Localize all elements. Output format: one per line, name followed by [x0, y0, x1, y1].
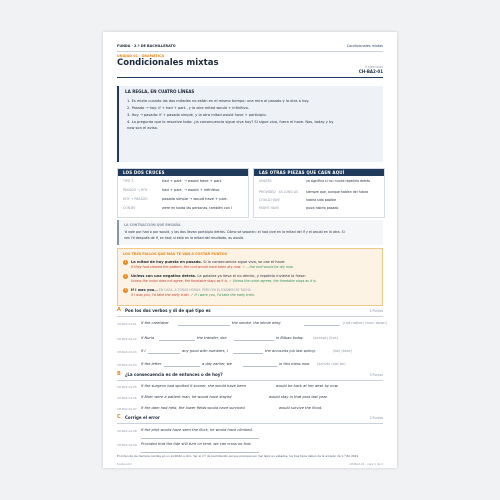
- cross-key: PASADO → HOY: [123, 188, 148, 192]
- page-title: Condicionales mixtas: [117, 58, 219, 68]
- worksheet-page: [103, 32, 397, 468]
- item-text: If Nuria: [141, 336, 155, 340]
- footer-site: funda.com: [117, 462, 132, 466]
- mistake-text: La palabra ya lleva el no dentro, y repetirlo invierte la frase:: [196, 274, 306, 278]
- item-option[interactable]: would stay in that post last year.: [269, 395, 328, 399]
- header-kicker: FUNDA · 2.º DE BACHILLERATO: [117, 44, 176, 48]
- rule-line: 4. La pregunta que lo resuelve todo: ¿la consecuencia sigue viva hoy? Si sigue viva, fuera el have. Nos, today y by: [127, 120, 334, 124]
- answer-blank[interactable]: [164, 366, 200, 367]
- mistake-right: ✓ …the roof would be dry now.: [242, 265, 294, 269]
- section-title: ¿La consecuencia es de entonces o de hoy?: [125, 371, 223, 377]
- item-id: CH-BA2-01-07: [117, 407, 137, 411]
- answer-blank[interactable]: [304, 325, 340, 326]
- piece-key: PROVIDED · AS LONG AS: [259, 190, 299, 194]
- item-option[interactable]: would be back at her desk by now.: [276, 384, 339, 388]
- item-id: CH-BA2-01-09: [117, 443, 137, 447]
- cross-value: pasado simple → would have + part.: [162, 197, 228, 201]
- pieces-table: [253, 168, 385, 218]
- mistake-number: 3: [124, 288, 127, 292]
- answer-blank[interactable]: [243, 366, 277, 367]
- crosses-title: LOS DOS CRUCES: [118, 169, 248, 176]
- mistake-number: 1: [124, 260, 127, 264]
- crosses-table: [117, 168, 249, 218]
- item-text: any good with numbers, I: [182, 349, 228, 353]
- mistake-text: EN CASA, A TODAS HORAS, PERO EN EL EXAMEN SE TACHA: [157, 288, 251, 292]
- item-text: If the caretaker: [141, 321, 169, 325]
- mistake-number: 2: [124, 274, 127, 278]
- piece-key: MIGHT HAVE: [259, 206, 280, 210]
- item-hint: (accept) (live): [313, 336, 339, 340]
- item-text: the accounts job last spring.: [265, 349, 316, 353]
- answer-blank[interactable]: [178, 325, 230, 326]
- item-id: CH-BA2-01-05: [117, 385, 137, 389]
- item-text: the smoke, the whole wing: [232, 321, 281, 325]
- item-text: in this mess now.: [279, 362, 311, 366]
- item-option[interactable]: would survive the flood.: [279, 406, 323, 410]
- item-id: CH-BA2-01-04: [117, 363, 137, 367]
- section-points: 2 Puntos: [369, 416, 383, 420]
- contraction-title: LA CONTRACCIÓN QUE ENGAÑA: [124, 223, 181, 227]
- item-text: If Marc were a patient man, he would have stayed: [141, 395, 232, 399]
- item-text: Provided that the tide still turn on time, we can cross on foot.: [141, 442, 252, 446]
- footnote: El orden de los tiempos cambia en un instituto a otro. Ver el 2.º de bachillerato porque precupan en mal lápiz en sábados, los tres tipos deben de la emisión de 1.º BA 2024.: [117, 454, 360, 458]
- cross-key: HOY → PASADO: [123, 197, 148, 201]
- item-hint: (not notice) (burn down): [343, 321, 387, 325]
- exercise-count: 9 ejercicios: [365, 65, 383, 69]
- cross-value: had + part. → would have + part.: [162, 179, 223, 183]
- item-id: CH-BA2-01-01: [117, 322, 137, 326]
- item-text: If the dam had held, the lower fields would have survived: [141, 406, 245, 410]
- item-text: If the letter: [141, 362, 162, 366]
- item-text: in Bilbao today.: [276, 336, 304, 340]
- cross-value: had + part. → would + infinitivo: [162, 188, 220, 192]
- mistake-heading: If I was you…: [131, 288, 158, 292]
- item-text: a day earlier, we: [202, 362, 232, 366]
- piece-value: habría sido posible: [306, 198, 337, 202]
- answer-blank[interactable]: [233, 353, 263, 354]
- contraction-text: 'd vale por had o por would, y las dos llevan participio detrás. Cómo se separan: el had vive en la mitad del if y el would en la otra. Si: [124, 230, 345, 234]
- contraction-text: ves I'd después de if, es had; si está en la mitad del resultado, es would.: [124, 236, 244, 240]
- item-id: CH-BA2-01-03: [117, 350, 137, 354]
- mistake-wrong: If I was you, I'd take the early train.: [131, 293, 190, 297]
- mistake-heading: La mitad de hoy puesta en pasado.: [131, 260, 203, 264]
- header-divider: [117, 51, 383, 52]
- mistake-wrong: If they had cleared the pattern, the roof would have been dry now.: [131, 265, 242, 269]
- rule-line: now son el aviso.: [127, 126, 158, 130]
- mistake-heading: Unless con una negativa detrás.: [131, 274, 197, 278]
- answer-blank[interactable]: [159, 340, 195, 341]
- item-hint: (arrive) (not be): [317, 362, 346, 366]
- unit-label: UNIDAD 01 · GRAMÁTICA: [117, 54, 165, 58]
- section-title: Pon los dos verbos y di de qué tipo es: [125, 307, 211, 313]
- header-topic: Condicionales mixtas: [346, 44, 383, 48]
- cross-key: TIPO 3: [123, 179, 134, 183]
- piece-value: siempre que, aunque hablen del futuro: [306, 190, 369, 194]
- section-divider: [117, 380, 383, 381]
- item-text: the transfer, she: [197, 336, 227, 340]
- section-points: 3 Puntos: [369, 373, 383, 377]
- mistake-wrong: Unless the union does not agree, the timetable stays as it is.: [131, 279, 229, 283]
- section-divider: [117, 423, 383, 424]
- rule-title: LA REGLA, EN CUATRO LÍNEAS: [125, 89, 195, 94]
- title-rule: [117, 77, 383, 78]
- rule-line: 3. Hoy → pasado: if + pasado simple, y la otra mitad would have + participio.: [127, 113, 267, 117]
- item-text: If I: [141, 349, 146, 353]
- section-points: 4 Puntos: [369, 309, 383, 313]
- answer-blank[interactable]: [234, 340, 274, 341]
- piece-value: quizá habría pasado: [306, 206, 339, 210]
- mistake-right: ✓ Unless the union agrees, the timetable stays as it is.: [229, 279, 317, 283]
- answer-blank[interactable]: [148, 353, 180, 354]
- answer-blank[interactable]: [141, 452, 259, 453]
- item-id: CH-BA2-01-06: [117, 396, 137, 400]
- item-hint: (be) (take): [333, 349, 353, 353]
- item-id: CH-BA2-01-02: [117, 337, 137, 341]
- section-letter: A: [117, 307, 121, 313]
- cross-key: CON BE: [123, 206, 136, 210]
- footer-page: CH-BA2-01 · cara 1 de 2: [349, 462, 383, 466]
- mistake-text: Si la consecuencia sigue viva, se cae el have:: [202, 260, 286, 264]
- cross-value: were en todas las personas, también con I: [162, 206, 232, 210]
- section-letter: C: [117, 414, 121, 420]
- rule-line: 2. Pasado → hoy: if + had + part., y la otra mitad would + infinitivo.: [127, 106, 249, 110]
- contraction-box: [117, 220, 383, 245]
- section-title: Corrige el error: [125, 414, 160, 420]
- pieces-title: LAS OTRAS PIEZAS QUE CAEN AQUÍ: [254, 169, 384, 176]
- piece-value: ya significa si no: nunca repetirlo detrás: [306, 179, 371, 183]
- answer-blank[interactable]: [141, 438, 259, 439]
- piece-key: UNLESS: [259, 179, 272, 183]
- section-divider: [117, 316, 383, 317]
- mistakes-box: [117, 248, 383, 306]
- item-text: If the surgeon had spotted it sooner, she would have been: [141, 384, 246, 388]
- mistake-right: ✓ If I were you, I'd take the early train.: [190, 293, 255, 297]
- item-id: CH-BA2-01-08: [117, 429, 137, 433]
- piece-key: COULD HAVE: [259, 198, 280, 202]
- section-letter: B: [117, 371, 121, 377]
- rule-box: [117, 86, 383, 162]
- rule-line: 1. Es mixta cuando las dos mitades no están en el mismo tiempo: una mira al pasado y la otra a hoy.: [127, 99, 310, 103]
- mistakes-title: LOS TRES FALLOS QUE MÁS TE VAN A COSTAR PUNTOS: [123, 252, 228, 256]
- item-text: If the pilot would have seen the flock, he would have climbed.: [141, 428, 253, 432]
- sheet-code: CH-BA2-01: [358, 69, 383, 74]
